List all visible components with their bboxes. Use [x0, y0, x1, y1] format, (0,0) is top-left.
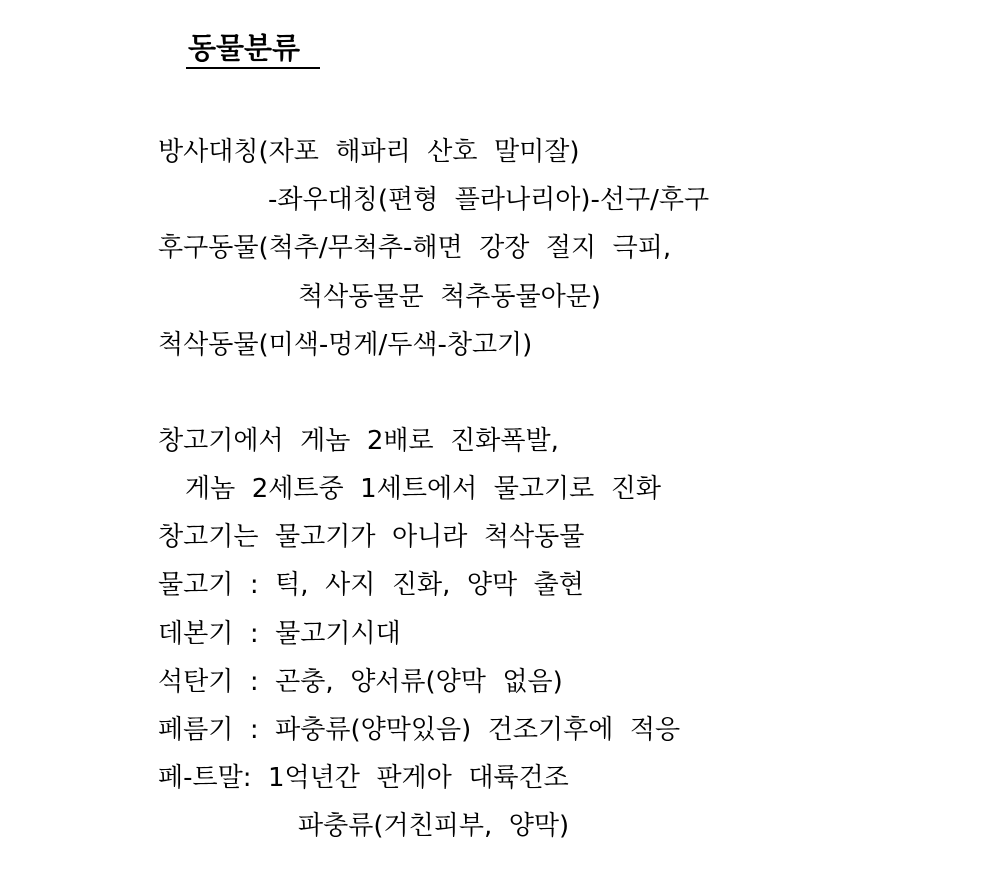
text-line: 페-트말: 1억년간 판게아 대륙건조 [158, 763, 569, 793]
text-line: 방사대칭(자포 해파리 산호 말미잘) [158, 137, 580, 167]
title-underline [186, 67, 320, 69]
text-line: 파충류(거친피부, 양막) [298, 811, 570, 841]
text-line: 후구동물(척추/무척추-해면 강장 절지 극피, [158, 233, 672, 263]
text-line: 석탄기 : 곤충, 양서류(양막 없음) [158, 667, 563, 697]
document-title: 동물분류 [188, 31, 301, 65]
text-line: 창고기에서 게놈 2배로 진화폭발, [158, 426, 559, 456]
text-line: 척삭동물(미색-멍게/두색-창고기) [158, 330, 533, 360]
text-line: 척삭동물문 척추동물아문) [298, 282, 601, 312]
text-line: -좌우대칭(편형 플라나리아)-선구/후구 [268, 185, 710, 215]
text-line: 게놈 2세트중 1세트에서 물고기로 진화 [185, 474, 661, 504]
text-line: 페름기 : 파충류(양막있음) 건조기후에 적응 [158, 715, 681, 745]
text-line: 물고기 : 턱, 사지 진화, 양막 출현 [158, 570, 584, 600]
text-line: 창고기는 물고기가 아니라 척삭동물 [158, 522, 585, 552]
text-line: 데본기 : 물고기시대 [158, 619, 401, 649]
